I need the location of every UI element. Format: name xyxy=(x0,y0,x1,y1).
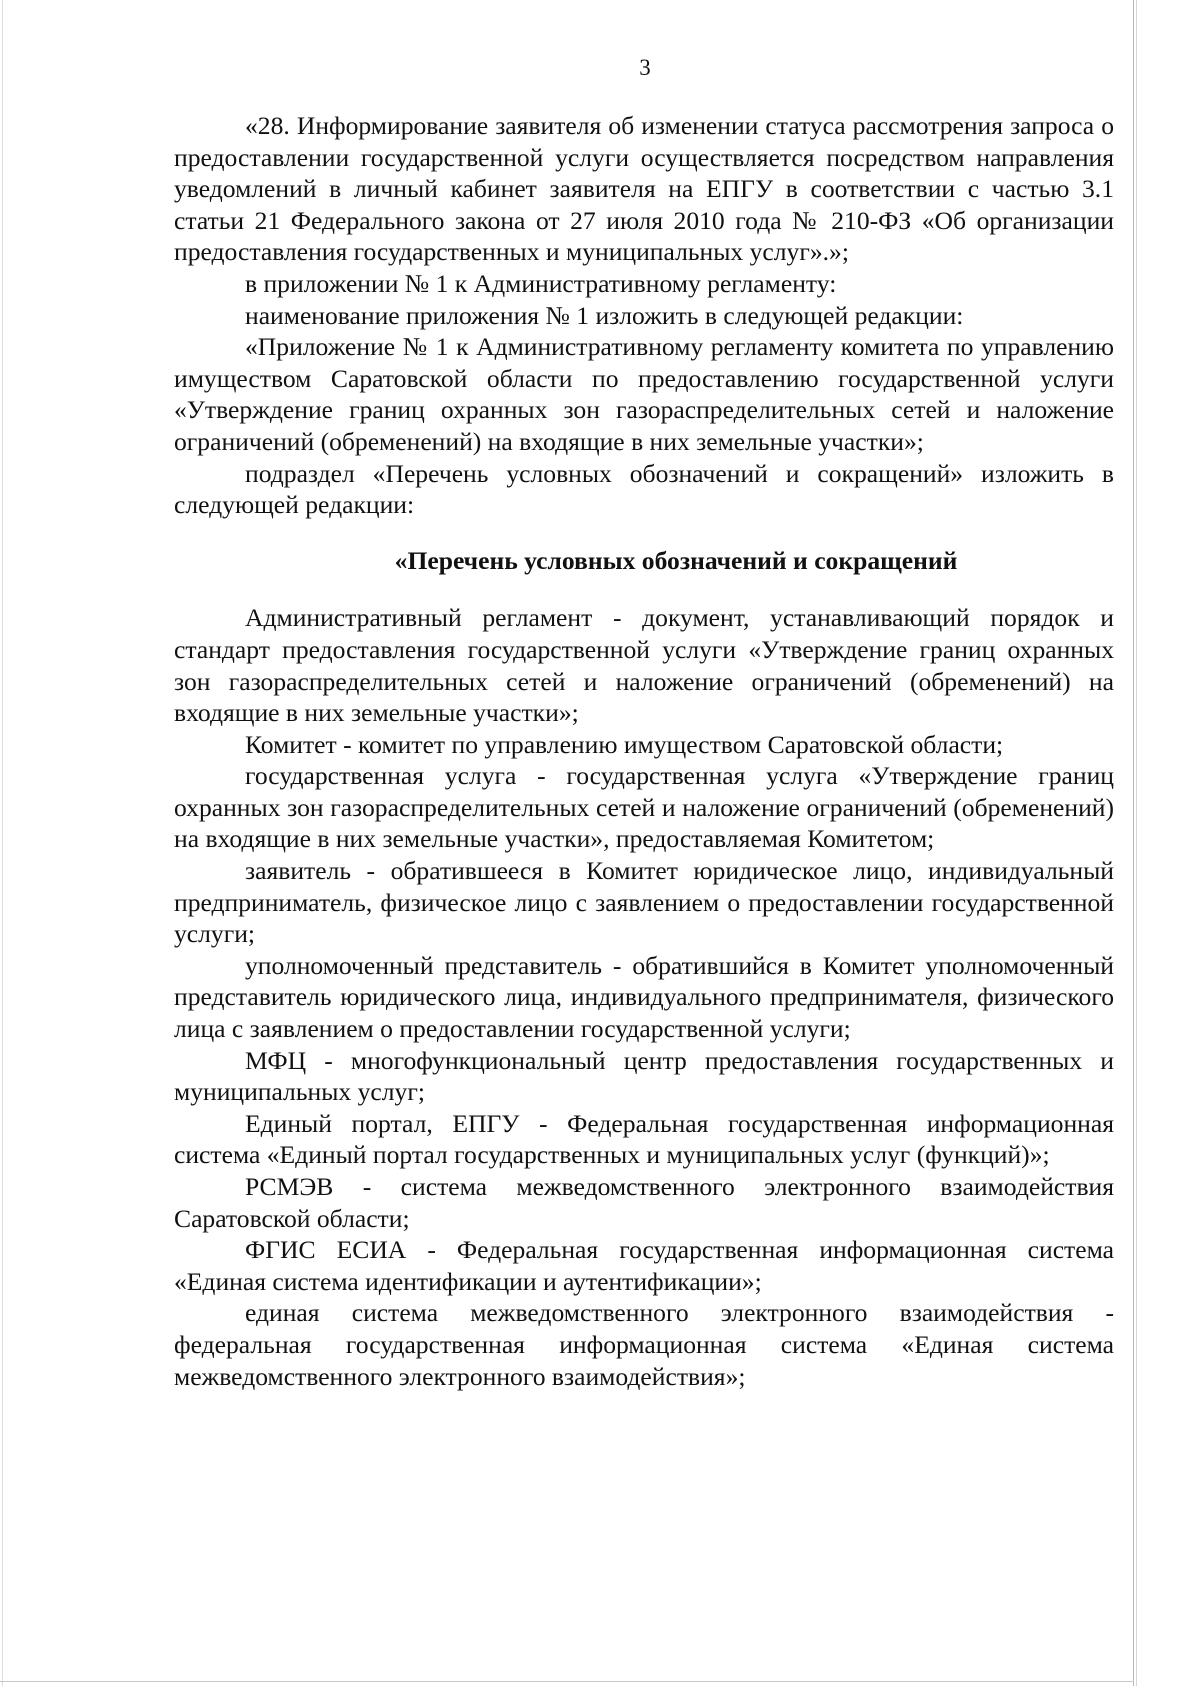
scan-right-edge xyxy=(1133,0,1134,1686)
paragraph-appendix-reference: в приложении № 1 к Административному регламенту: xyxy=(245,268,837,298)
page-number: 3 xyxy=(639,55,651,80)
definition-rsmev: РСМЭВ - система межведомственного электронного взаимодействия Саратовской области; xyxy=(174,1172,1114,1233)
definition-applicant: заявитель - обратившееся в Комитет юридическое лицо, индивидуальный предприниматель, физическое лицо с заявлением о предоставлении государственной услуги; xyxy=(174,856,1114,949)
definition-committee: Комитет - комитет по управлению имуществом Саратовской области; xyxy=(245,729,1004,759)
scan-right-edge-inner xyxy=(1136,0,1137,1686)
document-body xyxy=(174,110,1114,1392)
definition-unified-smev: единая система межведомственного электронного взаимодействия - федеральная государственная информационная система «Единая система межведомственного электронного взаимодействия»; xyxy=(174,1298,1114,1391)
definition-administrative-regulation: Административный регламент - документ, устанавливающий порядок и стандарт предоставления государственной услуги «Утверждение границ охранных зон газораспределительных сетей и наложение ограничений (обременений) на входящие в них земельные участки»; xyxy=(174,603,1114,728)
scan-left-edge xyxy=(2,0,3,1686)
definition-fgis-esia: ФГИС ЕСИА - Федеральная государственная информационная система «Единая система идентификации и аутентификации»; xyxy=(174,1235,1114,1296)
paragraph-subsection-instruction: подраздел «Перечень условных обозначений и сокращений» изложить в следующей редакции: xyxy=(174,458,1114,520)
scan-bottom-edge xyxy=(0,1681,1134,1682)
definition-authorized-representative: уполномоченный представитель - обратившийся в Комитет уполномоченный представитель юридического лица, индивидуального предпринимателя, физического лица с заявлением о предоставлении государственной услуги; xyxy=(174,950,1114,1044)
definition-mfc: МФЦ - многофункциональный центр предоставления государственных и муниципальных услуг; xyxy=(174,1045,1114,1107)
definition-state-service: государственная услуга - государственная услуга «Утверждение границ охранных зон газораспределительных сетей и наложение ограничений (обременений) на входящие в них земельные участки», предоставляемая Комитетом; xyxy=(174,761,1114,854)
paragraph-item-28: «28. Информирование заявителя об изменении статуса рассмотрения запроса о предоставлении государственной услуги осуществляется посредством направления уведомлений в личный кабинет заявителя на ЕПГУ в соответствии с частью 3.1 статьи 21 Федерального закона от 27 июля 2010 года № 210-ФЗ «Об организации предоставления государственных и муниципальных услуг».»; xyxy=(174,111,1114,267)
paragraph-appendix-title-instruction: наименование приложения № 1 изложить в следующей редакции: xyxy=(245,300,964,330)
definition-unified-portal: Единый портал, ЕПГУ - Федеральная государственная информационная система «Единый портал государственных и муниципальных услуг (функций)»; xyxy=(174,1108,1114,1170)
section-heading: «Перечень условных обозначений и сокращений xyxy=(394,545,958,575)
paragraph-appendix-title: «Приложение № 1 к Административному регламенту комитета по управлению имуществом Саратовской области по предоставлению государственной услуги «Утверждение границ охранных зон газораспределительных сетей и наложение ограничений (обременений) на входящие в них земельные участки»; xyxy=(174,332,1114,456)
